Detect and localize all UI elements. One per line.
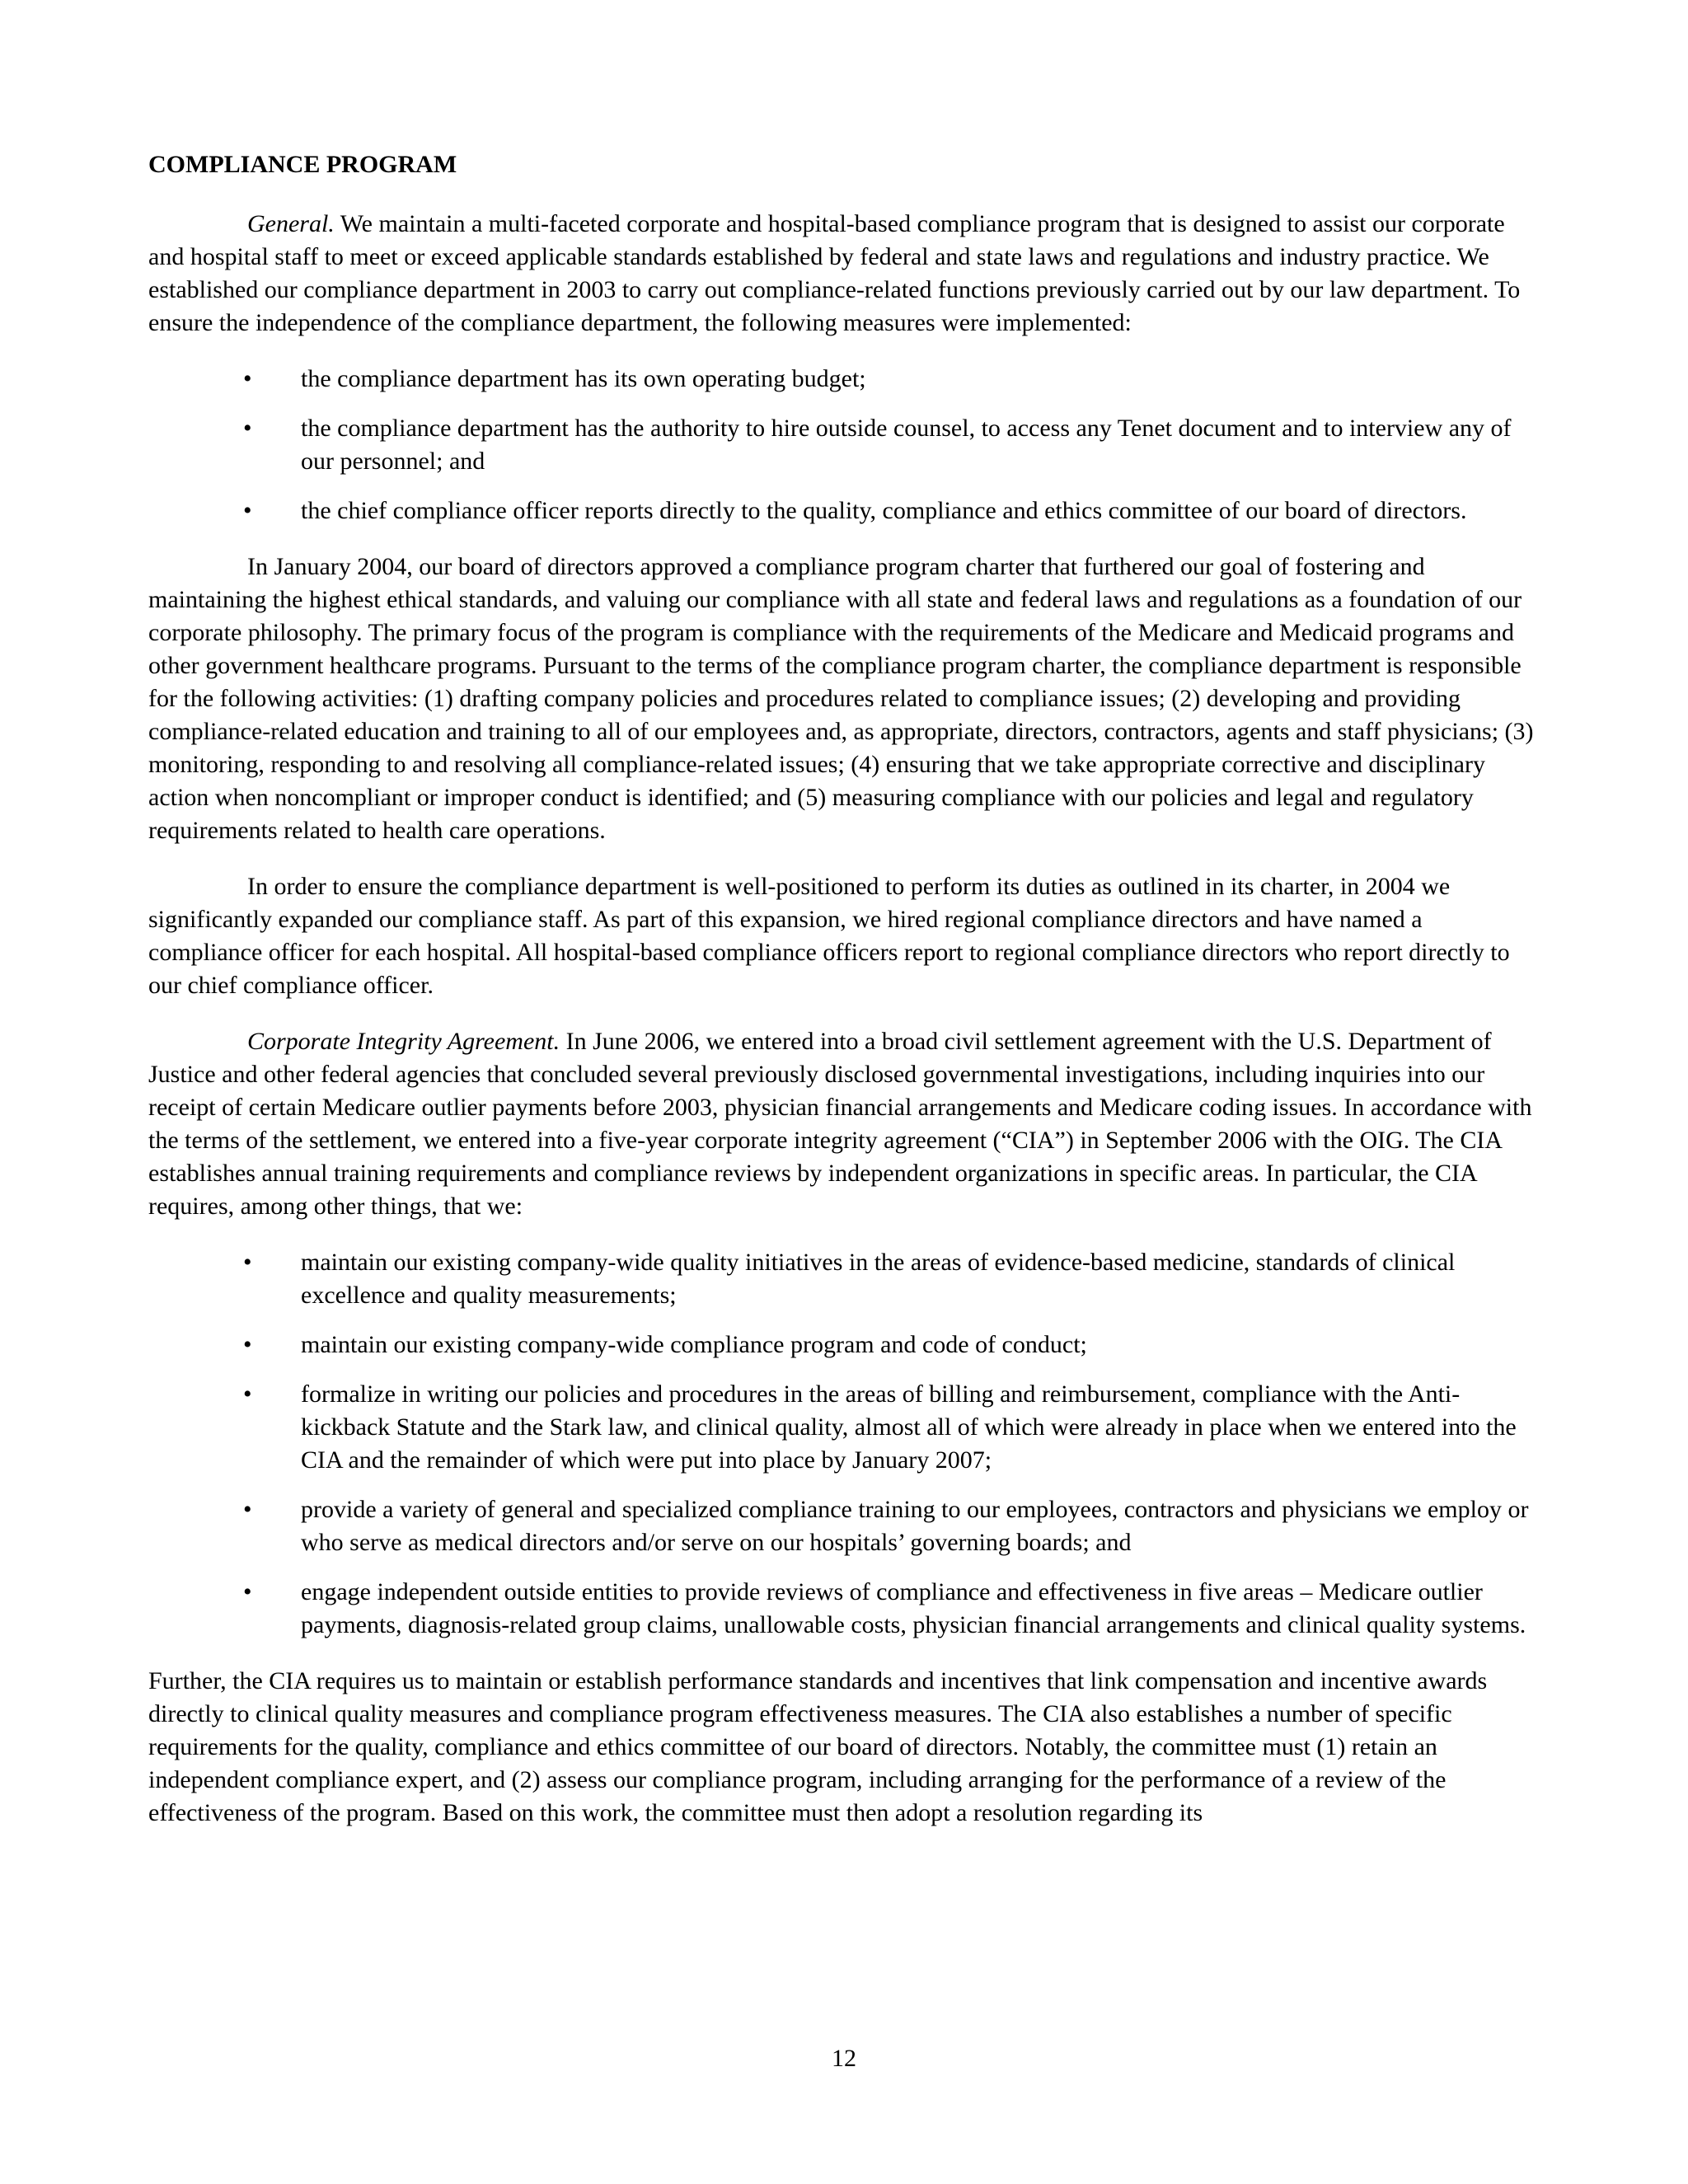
staff-paragraph: In order to ensure the compliance department is well-positioned to perform its duties as outlined in its charter, in 2004 we significantly expanded our compliance staff. As part of this expansion, we hired regional compliance directors and have named a compliance officer for each hospital. All hospital-based compliance officers report to regional compliance directors who report directly to our chief compliance officer. [148,873,1510,999]
cia-text: In June 2006, we entered into a broad civil settlement agreement with the U.S. Department of Justice and other federal agencies that concluded several previously disclosed governmental investigations, including inquiries into our receipt of certain Medicare outlier payments before 2003, physician financial arrangements and Medicare coding issues. In accordance with the terms of the settlement, we entered into a five-year corporate integrity agreement (“CIA”) in September 2006 with the OIG. The CIA establishes annual training requirements and compliance reviews by independent organizations in specific areas. In particular, the CIA requires, among other things, that we: [148,1028,1532,1220]
list-item-text: engage independent outside entities to provide reviews of compliance and effectiveness in five areas – Medicare outlier payments, diagnosis-related group claims, unallowable costs, physician financial arrangements and clinical quality systems. [301,1578,1526,1638]
bullet-glyph: • [243,365,252,392]
list-item [148,412,1541,478]
general-lead: General. [247,210,335,237]
list-item [148,363,1541,396]
list-item [148,1493,1541,1559]
list-item-text: maintain our existing company-wide quality initiatives in the areas of evidence-based medicine, standards of clinical excellence and quality measurements; [301,1249,1456,1309]
bullet-glyph: • [243,497,252,524]
section-heading: COMPLIANCE PROGRAM [148,151,457,178]
general-paragraph [148,208,1541,340]
bullet-glyph: • [243,1578,252,1605]
cia-paragraph [148,1025,1541,1223]
bullet-glyph: • [243,415,252,442]
cia-requirements-list [148,1246,1541,1642]
list-item [148,1378,1541,1477]
independence-measures-list [148,363,1541,527]
bullet-glyph: • [243,1496,252,1523]
list-item-text: the chief compliance officer reports directly to the quality, compliance and ethics committee of our board of directors. [301,497,1467,524]
list-item [148,1246,1541,1312]
charter-paragraph: In January 2004, our board of directors approved a compliance program charter that furthered our goal of fostering and maintaining the highest ethical standards, and valuing our compliance with all state and federal laws and regulations as a foundation of our corporate philosophy. The primary focus of the program is compliance with the requirements of the Medicare and Medicaid programs and other government healthcare programs. Pursuant to the terms of the compliance program charter, the compliance department is responsible for the following activities: (1) drafting company policies and procedures related to compliance issues; (2) developing and providing compliance-related education and training to all of our employees and, as appropriate, directors, contractors, agents and staff physicians; (3) monitoring, responding to and resolving all compliance-related issues; (4) ensuring that we take appropriate corrective and disciplinary action when noncompliant or improper conduct is identified; and (5) measuring compliance with our policies and legal and regulatory requirements related to health care operations. [148,553,1534,844]
list-item [148,1329,1541,1361]
bullet-glyph: • [243,1249,252,1276]
document-page [148,148,1541,1853]
further-paragraph: Further, the CIA requires us to maintain or establish performance standards and incentives that link compensation and incentive awards directly to clinical quality measures and compliance program effectiveness measures. The CIA also establishes a number of specific requirements for the quality, compliance and ethics committee of our board of directors. Notably, the committee must (1) retain an independent compliance expert, and (2) assess our compliance program, including arranging for the performance of a review of the effectiveness of the program. Based on this work, the committee must then adopt a resolution regarding its [148,1667,1488,1826]
list-item [148,494,1541,527]
list-item-text: the compliance department has the authority to hire outside counsel, to access any Tenet document and to interview any of our personnel; and [301,415,1512,475]
general-text: We maintain a multi-faceted corporate and hospital-based compliance program that is designed to assist our corporate and hospital staff to meet or exceed applicable standards established by federal and state laws and regulations and industry practice. We established our compliance department in 2003 to carry out compliance-related functions previously carried out by our law department. To ensure the independence of the compliance department, the following measures were implemented: [148,210,1521,336]
page-number: 12 [832,2045,856,2072]
bullet-glyph: • [243,1331,252,1358]
list-item-text: provide a variety of general and specialized compliance training to our employees, contractors and physicians we employ or who serve as medical directors and/or serve on our hospitals’ governing boards; and [301,1496,1529,1556]
list-item-text: formalize in writing our policies and procedures in the areas of billing and reimbursement, compliance with the Anti-kickback Statute and the Stark law, and clinical quality, almost all of which were already in place when we entered into the CIA and the remainder of which were put into place by January 2007; [301,1380,1517,1474]
list-item-text: maintain our existing company-wide compliance program and code of conduct; [301,1331,1087,1358]
list-item-text: the compliance department has its own operating budget; [301,365,866,392]
bullet-glyph: • [243,1380,252,1408]
cia-lead: Corporate Integrity Agreement. [247,1028,560,1055]
list-item [148,1576,1541,1642]
